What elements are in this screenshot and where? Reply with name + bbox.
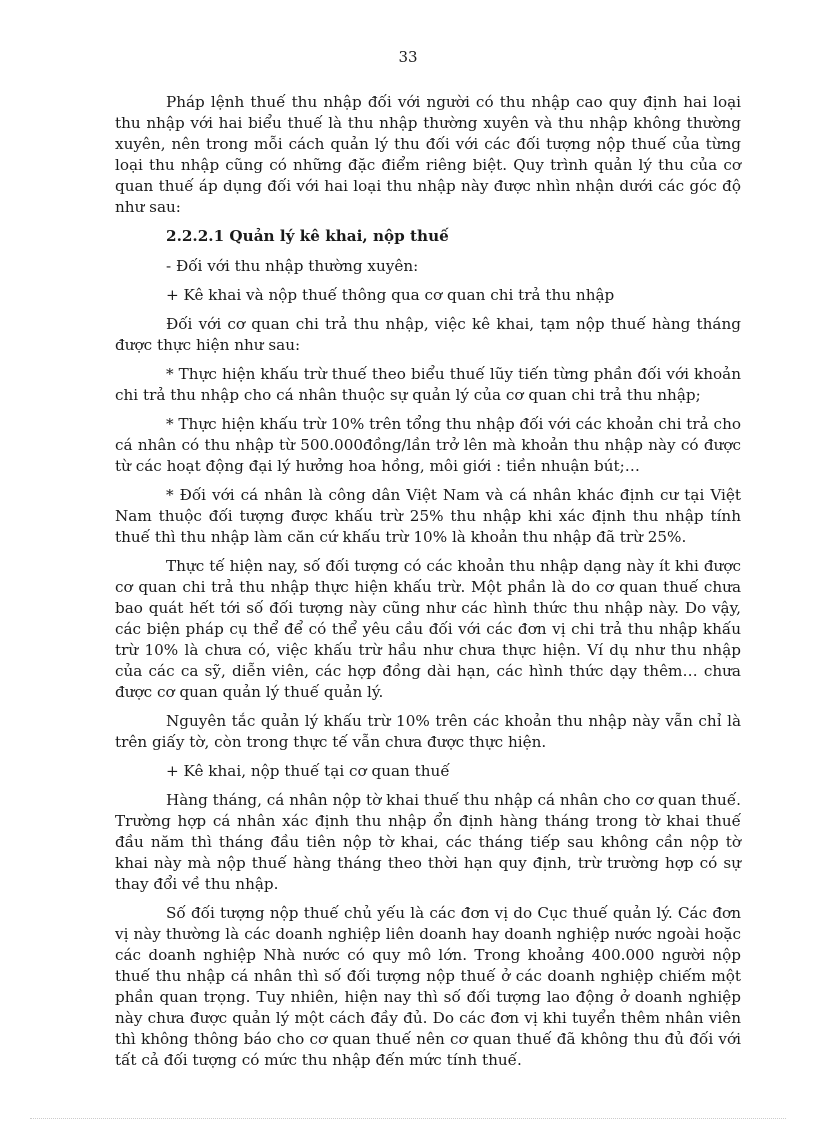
paragraph-bullet-ten-percent: * Thực hiện khấu trừ 10% trên tổng thu nhập đối với các khoản chi trả cho cá nhân có thu nhập từ 500.000đồng/lần trở lên mà khoản thu nhập này có được từ các hoạt động đại lý hưởng hoa hồng, môi giới : tiền nhuận bút;… xyxy=(115,415,741,475)
paragraph-declare-via-payer: + Kê khai và nộp thuế thông qua cơ quan chi trả thu nhập xyxy=(166,286,615,304)
footer-divider xyxy=(30,1118,786,1119)
paragraph-payer-procedure: Đối với cơ quan chi trả thu nhập, việc kê khai, tạm nộp thuế hàng tháng được thực hiện như sau: xyxy=(115,315,741,354)
paragraph-intro: Pháp lệnh thuế thu nhập đối với người có thu nhập cao quy định hai loại thu nhập với hai biểu thuế là thu nhập thường xuyên và thu nhập không thường xuyên, nên trong mỗi cách quản lý thu đối với các đối tượng nộp thuế của từng loại thu nhập cũng có những đặc điểm riêng biệt. Quy trình quản lý thu của cơ quan thuế áp dụng đối với hai loại thu nhập này được nhìn nhận dưới các góc độ như sau: xyxy=(115,93,741,216)
paragraph-bullet-residents: * Đối với cá nhân là công dân Việt Nam và cá nhân khác định cư tại Việt Nam thuộc đối tượng được khấu trừ 25% thu nhập khi xác định thu nhập tính thuế thì thu nhập làm căn cứ khấu trừ 10% là khoản thu nhập đã trừ 25%. xyxy=(115,486,741,546)
paragraph-reality: Thực tế hiện nay, số đối tượng có các khoản thu nhập dạng này ít khi được cơ quan chi trả thu nhập thực hiện khấu trừ. Một phần là do cơ quan thuế chưa bao quát hết tới số đối tượng này cũng như các hình thức thu nhập này. Do vậy, các biện pháp cụ thể để có thể yêu cầu đối với các đơn vị chi trả thu nhập khấu trừ 10% là chưa có, việc khấu trừ hầu như chưa thực hiện. Ví dụ như thu nhập của các ca sỹ, diễn viên, các hợp đồng dài hạn, các hình thức dạy thêm… chưa được cơ quan quản lý thuế quản lý. xyxy=(115,557,741,701)
paragraph-taxpayers: Số đối tượng nộp thuế chủ yếu là các đơn vị do Cục thuế quản lý. Các đơn vị này thường là các doanh nghiệp liên doanh hay doanh nghiệp nước ngoài hoặc các doanh nghiệp Nhà nước có quy mô lớn. Trong khoảng 400.000 người nộp thuế thu nhập cá nhân thì số đối tượng nộp thuế ở các doanh nghiệp chiếm một phần quan trọng. Tuy nhiên, hiện nay thì số đối tượng lao động ở doanh nghiệp này chưa được quản lý một cách đầy đủ. Do các đơn vị khi tuyển thêm nhân viên thì không thông báo cho cơ quan thuế nên cơ quan thuế đã không thu đủ đối với tất cả đối tượng có mức thu nhập đến mức tính thuế. xyxy=(115,904,741,1069)
paragraph-regular-income: - Đối với thu nhập thường xuyên: xyxy=(166,257,419,275)
paragraph-declare-at-tax-office: + Kê khai, nộp thuế tại cơ quan thuế xyxy=(166,762,450,780)
paragraph-monthly-filing: Hàng tháng, cá nhân nộp tờ khai thuế thu nhập cá nhân cho cơ quan thuế. Trường hợp cá nhân xác định thu nhập ổn định hàng tháng trong tờ khai thuế đầu năm thì tháng đầu tiên nộp tờ khai, các tháng tiếp sau không cần nộp tờ khai này mà nộp thuế hàng tháng theo thời hạn quy định, trừ trường hợp có sự thay đổi về thu nhập. xyxy=(115,791,741,893)
section-heading: 2.2.2.1 Quản lý kê khai, nộp thuế xyxy=(166,227,449,245)
page-number: 33 xyxy=(398,48,418,66)
document-body xyxy=(115,92,741,1079)
paragraph-bullet-progressive: * Thực hiện khấu trừ thuế theo biểu thuế lũy tiến từng phần đối với khoản chi trả thu nhập cho cá nhân thuộc sự quản lý của cơ quan chi trả thu nhập; xyxy=(115,365,741,404)
paragraph-principle: Nguyên tắc quản lý khấu trừ 10% trên các khoản thu nhập này vẫn chỉ là trên giấy tờ, còn trong thực tế vẫn chưa được thực hiện. xyxy=(115,712,741,751)
